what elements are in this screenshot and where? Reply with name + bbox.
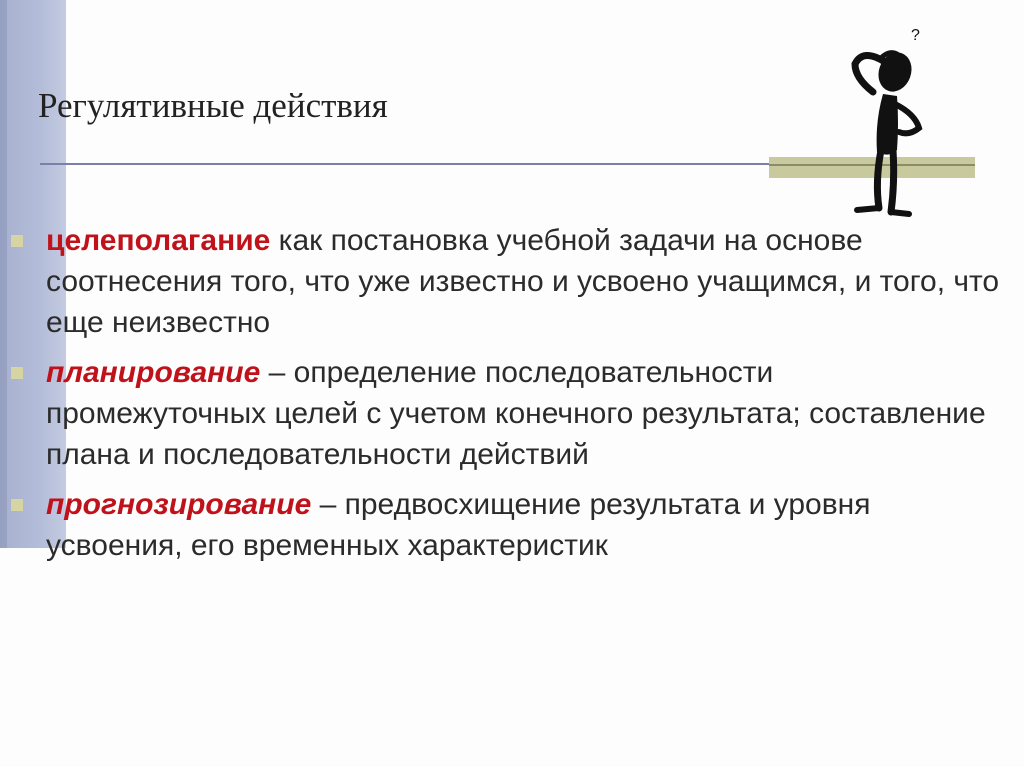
bullet-text: как постановка учебной задачи на основе соотнесения того, что уже известно и усвоено учащимся, и того, что еще неизвестно xyxy=(46,224,1000,339)
bullet-goal-setting xyxy=(10,220,1000,343)
bullet-marker xyxy=(11,235,23,247)
bullet-term: целеполагание xyxy=(46,224,271,257)
bullet-term: планирование xyxy=(46,356,261,389)
bullet-term: прогнозирование xyxy=(46,488,312,521)
bullet-list xyxy=(10,220,1000,575)
bullet-forecasting xyxy=(10,484,1000,566)
side-bar-shadow xyxy=(0,0,7,548)
svg-text:?: ? xyxy=(911,27,920,44)
bullet-planning xyxy=(10,352,1000,475)
thinking-man-figure-icon xyxy=(845,22,945,222)
bullet-marker xyxy=(11,367,23,379)
bullet-text: – определение последовательности промежуточных целей с учетом конечного результата; составление плана и последовательности действий xyxy=(46,356,986,471)
slide-title: Регулятивные действия xyxy=(38,86,388,125)
bullet-marker xyxy=(11,499,23,511)
bullet-text: – предвосхищение результата и уровня усвоения, его временных характеристик xyxy=(46,488,871,562)
